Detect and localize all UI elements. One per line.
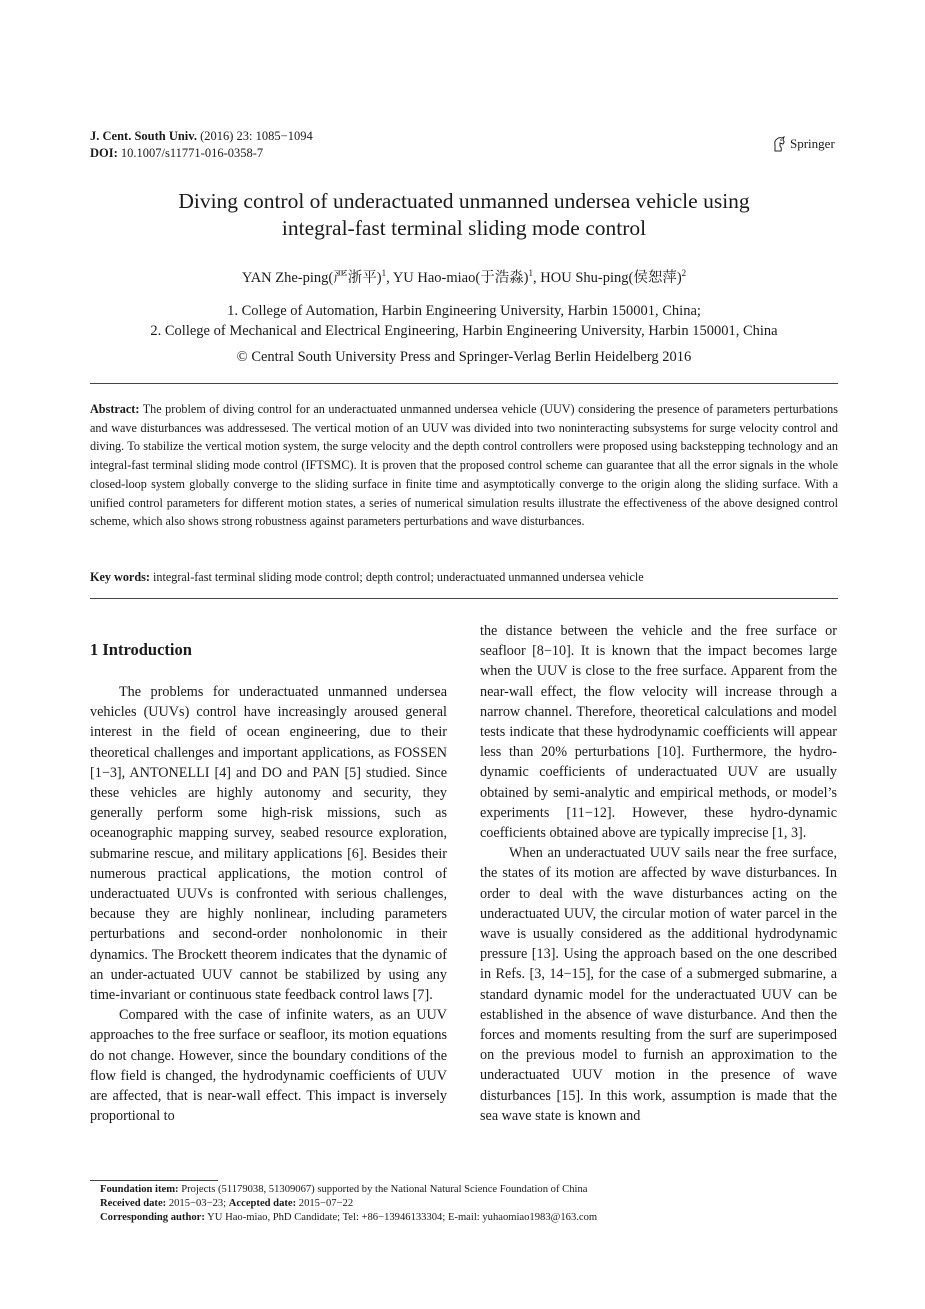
foundation-text: Projects (51179038, 51309067) supported by the National Natural Science Foundation of China bbox=[178, 1184, 588, 1195]
affiliation-1: 1. College of Automation, Harbin Engineering University, Harbin 150001, China; bbox=[227, 303, 701, 319]
foundation-label: Foundation item: bbox=[100, 1184, 179, 1195]
author-3: HOU Shu-ping(侯恕萍) bbox=[540, 270, 682, 286]
journal-name: J. Cent. South Univ. bbox=[90, 129, 197, 143]
footnote-divider bbox=[90, 1180, 218, 1181]
author-1: YAN Zhe-ping(严浙平) bbox=[241, 270, 382, 286]
affiliations bbox=[90, 301, 838, 341]
top-divider bbox=[90, 383, 838, 384]
copyright-notice: © Central South University Press and Springer-Verlag Berlin Heidelberg 2016 bbox=[236, 349, 692, 365]
affiliation-2: 2. College of Mechanical and Electrical Engineering, Harbin Engineering University, Harbin 150001, China bbox=[150, 323, 778, 339]
corresponding-text: YU Hao-miao, PhD Candidate; Tel: +86−13946133304; E-mail: yuhaomiao1983@163.com bbox=[204, 1212, 598, 1223]
corresponding-label: Corresponding author: bbox=[100, 1212, 205, 1223]
paragraph: the distance between the vehicle and the free surface or seafloor [8−10]. It is known that the impact becomes large when the UUV is close to the free surface. Apparent from the near-wall effect, the flow velocity will increase through a narrow channel. Therefore, theoretical calculations and model tests indicate that these hydrodynamic coefficients will appear less than 20% perturbations [10]. Furthermore, the hydro-dynamic coefficients of underactuated UUV are usually obtained by semi-analytic and empirical methods, or model’s experiments [11−12]. However, these hydro-dynamic coefficients obtained above are typically imprecise [1, 3]. bbox=[480, 623, 837, 842]
dates-note bbox=[100, 1197, 597, 1211]
accepted-label: Accepted date: bbox=[228, 1198, 297, 1209]
author-2-affil: 1 bbox=[528, 268, 534, 279]
right-column bbox=[480, 621, 837, 1126]
author-separator: , bbox=[533, 270, 541, 286]
bottom-divider bbox=[90, 598, 838, 599]
keywords-label: Key words: bbox=[90, 570, 150, 584]
paragraph: Compared with the case of infinite waters, as an UUV approaches to the free surface or seafloor, its motion equations do not change. However, since the boundary conditions of the flow field is changed, the hydrodynamic coefficients of UUV are affected, that is near-wall effect. This impact is inversely proportional to bbox=[90, 1007, 447, 1125]
abstract bbox=[90, 400, 838, 531]
publisher-logo bbox=[772, 136, 835, 152]
foundation-note bbox=[100, 1183, 597, 1197]
journal-citation bbox=[90, 128, 313, 145]
accepted-text: 2015−07−22 bbox=[296, 1198, 354, 1209]
author-list bbox=[90, 266, 838, 287]
left-column bbox=[90, 682, 447, 1126]
publisher-name: Springer bbox=[790, 136, 835, 151]
paragraph: When an underactuated UUV sails near the free surface, the states of its motion are affected by wave disturbances. In order to deal with the wave disturbances acting on the underactuated UUV, the circular motion of water parcel in the wave is usually considered as the additional hydrodynamic pressure [13]. Using the approach based on the one described in Refs. [3, 14−15], for the case of a submerged submarine, a standard dynamic model for the underactuated UUV can be established in the absence of wave disturbance. And then the forces and moments resulting from the surf are superimposed on the previous model to furnish an approximation to the underactuated UUV motion in the presence of wave disturbances [15]. In this work, assumption is made that the sea wave state is known and bbox=[480, 845, 837, 1124]
received-text: 2015−03−23; bbox=[166, 1198, 229, 1209]
footnotes bbox=[100, 1183, 597, 1225]
paragraph: The problems for underactuated unmanned undersea vehicles (UUVs) control have increasingly aroused general interest in the field of ocean engineering, due to their theoretical challenges and important applications, as FOSSEN [1−3], ANTONELLI [4] and DO and PAN [5] studied. Since these vehicles are highly autonomy and security, they generally perform some high-risk missions, such as oceanographic mapping survey, seabed resource exploration, submarine rescue, and military applications [6]. Besides their numerous practical applications, the motion control of underactuated UUVs is confronted with serious challenges, because they are highly nonlinear, including parameters perturbations and second-order nonholonomic in their dynamics. The Brockett theorem indicates that the dynamic of an under-actuated UUV cannot be stabilized by using any time-invariant or continuous state feedback control laws [7]. bbox=[90, 684, 447, 1004]
doi-value[interactable]: 10.1007/s11771-016-0358-7 bbox=[117, 146, 264, 160]
abstract-text: The problem of diving control for an underactuated unmanned undersea vehicle (UUV) considering the presence of parameters perturbations and wave disturbances was addressesed. The vertical motion of an UUV was divided into two noninteracting subsystems for surge velocity control and diving. To stabilize the vertical motion system, the surge velocity and the depth control controllers were proposed using backstepping technology and an integral-fast terminal sliding mode control (IFTSMC). It is proven that the proposed control scheme can guarantee that all the error signals in the whole closed-loop system globally converge to the sliding surface in finite time and asymptotically converge to the origin along the sliding surface. With a unified control parameters for different motion states, a series of numerical simulation results illustrate the effectiveness of the above designed control scheme, which also shows strong robustness against parameters perturbations and wave disturbances. bbox=[90, 402, 838, 529]
title-line-1: Diving control of underactuated unmanned undersea vehicle using bbox=[178, 189, 750, 213]
springer-horse-icon bbox=[772, 136, 786, 152]
section-heading: 1 Introduction bbox=[90, 640, 192, 659]
journal-header bbox=[90, 128, 313, 162]
received-label: Received date: bbox=[100, 1198, 167, 1209]
keywords bbox=[90, 568, 838, 586]
author-1-affil: 1 bbox=[381, 268, 387, 279]
journal-ref: (2016) 23: 1085−1094 bbox=[196, 129, 313, 143]
abstract-label: Abstract: bbox=[90, 402, 140, 416]
doi-line bbox=[90, 145, 313, 162]
keywords-text: integral-fast terminal sliding mode control; depth control; underactuated unmanned undersea vehicle bbox=[149, 570, 644, 584]
title-line-2: integral-fast terminal sliding mode control bbox=[281, 216, 647, 240]
author-2: YU Hao-miao(于浩淼) bbox=[392, 270, 529, 286]
paper-title bbox=[90, 188, 838, 242]
corresponding-note bbox=[100, 1211, 597, 1225]
author-3-affil: 2 bbox=[681, 268, 687, 279]
doi-label: DOI: bbox=[90, 146, 118, 160]
author-separator: , bbox=[386, 270, 393, 286]
